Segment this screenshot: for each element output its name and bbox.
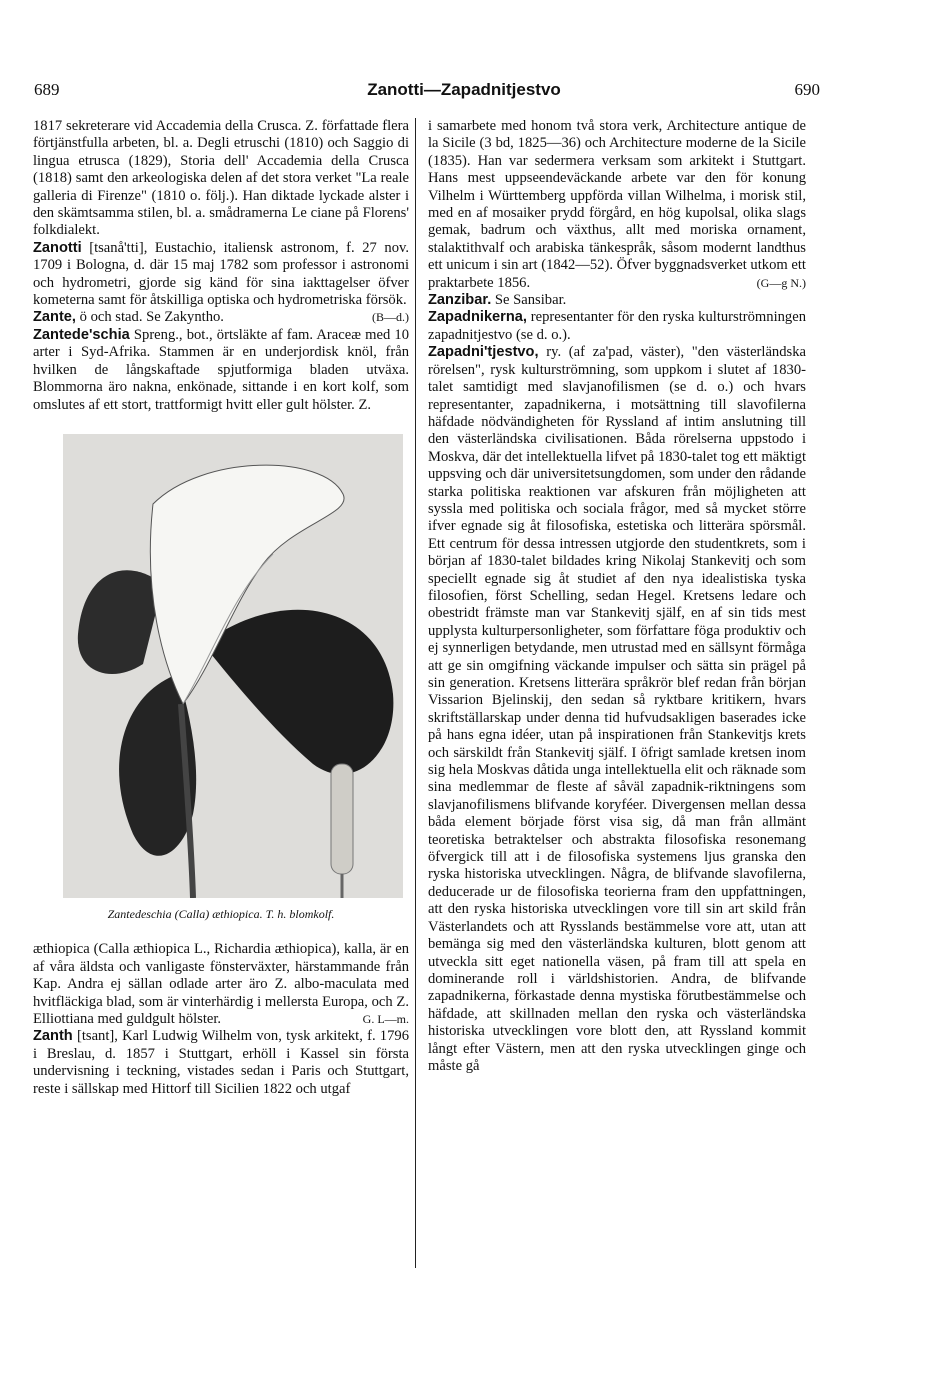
headword-zapadnitjestvo: Zapadni'tjestvo, — [428, 344, 539, 361]
entry-zante — [33, 309, 409, 326]
page-header — [0, 80, 928, 104]
entry-aethiopica-text: æthiopica (Calla æthiopica L., Richardia æthiopica), kalla, är en af våra äldsta och vanligaste fönsterväxter, härstammande från Kap. Andra ej sällan odlade arter äro Z. albo-maculata med hvitfläckiga blad, som är vinterhärdig i mellersta Europa, och Z. Elliottiana med guldgult hölster. — [33, 941, 409, 1027]
left-column — [33, 118, 409, 1098]
headword-zanth: Zanth — [33, 1028, 73, 1045]
headword-zanotti: Zanotti — [33, 239, 82, 256]
headword-zantedeschia: Zantede'schia — [33, 326, 130, 343]
headword-zapadnikerna: Zapadnikerna, — [428, 309, 527, 326]
entry-aethiopica — [33, 941, 409, 1028]
signature-zanth: (G—g N.) — [756, 275, 806, 290]
entry-zanth-text: [tsant], Karl Ludwig Wilhelm von, tysk arkitekt, f. 1796 i Breslau, d. 1857 i Stuttgart, erhöll i Kassel sin första undervisning i teckning, vistades sedan i Paris och Stuttgart, reste i sällskap med Hittorf till Sicilien 1822 och utgaf — [33, 1028, 409, 1097]
column-divider — [415, 118, 416, 1268]
paragraph-zanotti-continued: 1817 sekreterare vid Accademia della Crusca. Z. författade flera förtjänstfulla arbeten, bl. a. Degli etruschi (1810) och Saggio di lingua etrusca (1829), Storia dell' Accademia della Crusca (1818) samt den arkeologiska delen af det stora verket "La reale galleria di Firenze" (1810 o. följ.). Han diktade lyckade alster i den skämtsamma stilen, bl. a. smådramerna Le ciane på Florens' folkdialekt. — [33, 118, 409, 239]
running-title: Zanotti—Zapadnitjestvo — [367, 80, 561, 99]
entry-zanth-continued — [428, 118, 806, 292]
page-number-right: 690 — [794, 80, 820, 99]
page-number-left: 689 — [34, 80, 60, 99]
calla-lily-illustration — [63, 434, 403, 898]
entry-zapadnikerna — [428, 309, 806, 344]
headword-zanzibar: Zanzibar. — [428, 292, 492, 309]
signature-aethiopica: G. L—m. — [362, 1011, 409, 1026]
entry-zapadnitjestvo-text: ry. (af za'pad, väster), "den västerländska rörelsen", rysk kulturströmning, som uppkom i slutet af 1830-talet samtidigt med slavjanofilismen (se d. o.) och hvars representanter, zapadnikerna, i motsättning till slavofilerna häfdade nödvändigheten för Ryssland af intim anslutning till den västerländska civilisationen. Båda rörelserna uppstodo i Moskva, där det intellektuella lifvet på 1830-talet tog ett mäktigt uppsving och där universitetsungdomen, som under den rådande starka politiska reaktionen var afskuren från möjligheten att syssla med politiska och sociala frågor, med så mycket större ifver egnade sig åt filosofiska, estetiska och litterära spörsmål. Ett centrum för dessa intressen utgjorde den studentkrets, som i början af 1830-talet bildades kring Nikolaj Stankevitj och som speciellt egnade sig åt studiet af den nya idealistiska tyska filosofien, först Schelling, sedan Hegel. Kretsens ledare och obestridt främste man var Stankevitj själf, en af sin tids mest upplysta kulturpersonligheter, som författare föga produktiv och ej synnerligen betydande, men utrustad med en sällsynt förmåga att ge sin omgifning väckande impulser och sätta sin prägel på sin generation. Kretsens litterära språkrör blef redan från början Vissarion Bjelinskij, den sedan så ryktbare kritikern, hvars skriftställarskap under denna tid hufvudsakligen baserades icke på hans egna idéer, utan på inspirationen från Stankevitjs krets och särskildt från Stankevitj själf. I öfrigt samlade kretsen inom sig hela Moskvas dåtida unga intellektuella elit och räknade som sina medlemmar de fleste af såväl zapadnik-riktningens som slavjanofilismens blifvande koryféer. Divergensen mellan dessa båda element började först visa sig, då man från allmänt teoretiska betraktelser och abstrakta filosofiska resonemang öfvergick till att i de filosofiska systemens ljus granska den ryska historiska utvecklingen. Några, de blifvande slavofilerna, deducerade ur de filosofiska teorierna fram den uppfattningen, att den ryska historiska utvecklingen vore till sin art skild från Västerlandets och att Rysslands bestämmelse vore att, utan att bemänga sig med den västerländska kulturen, blott genom att utveckla sitt eget nationella väsen, på fram till att spela en dominerande roll i världshistorien. Andra, de blifvande zapadnikerna, förkastade denna mystiska förutbestämmelse och häfdade, att skillnaden mellan den ryska och västerländska historiska utvecklingen vore blott den, att Ryssland kommit långt efter Västern, men att den ryska utvecklingen ginge och måste gå — [428, 344, 806, 1074]
entry-zanth-continued-text: i samarbete med honom två stora verk, Architecture antique de la Sicile (3 bd, 1825—36) och Architecture moderne de la Sicile (1835). Han var sedermera verksam som arkitekt i Stuttgart. Hans mest uppseendeväckande arbete var den för konung Vilhelm i Württemberg uppförda villan Wilhelma, i morisk stil, med en af mosaiker prydd förgård, en hög kupolsal, olika slags gemak, badrum och växthus, allt med moriska ornament, stalaktithvalf och arabiska tänkespråk, såsom modernt landthus ett unicum i sin art (1842—52). Öfver byggnadsverket utkom ett praktarbete 1856. — [428, 118, 806, 291]
entry-zapadnikerna-text: representanter för den ryska kulturströmningen zapadnitjestvo (se d. o.). — [428, 309, 806, 343]
entry-zanth — [33, 1028, 409, 1098]
signature-zanotti: (B—d.) — [372, 310, 409, 325]
entry-zanzibar — [428, 292, 806, 309]
entry-zanzibar-text: Se Sansibar. — [494, 292, 567, 309]
headword-zante: Zante, — [33, 309, 76, 326]
entry-zantedeschia — [33, 327, 409, 414]
calla-lily-drawing — [63, 434, 403, 898]
entry-zantedeschia-text: Spreng., bot., örtsläkte af fam. Araceæ med 10 arter i Syd-Afrika. Stammen är en underjordisk knöl, från hvilken de långskaftade spjutformiga bladen utväxa. Blommorna äro nakna, enkönade, sittande i en kort kolf, som omslutes af ett stort, trattformigt hvitt eller gult hölster. Z. — [33, 326, 409, 413]
right-column — [428, 118, 806, 1075]
entry-zapadnitjestvo — [428, 344, 806, 1075]
entry-zante-text: ö och stad. Se Zakyntho. — [79, 309, 224, 326]
figure-caption: Zantedeschia (Calla) æthiopica. T. h. blomkolf. — [107, 906, 335, 921]
entry-zanotti-text: [tsanå'tti], Eustachio, italiensk astronom, f. 27 nov. 1709 i Bologna, d. där 15 maj 1782 som professor i astronomi och hydrometri, gjorde sig känd för sina iakttagelser öfver kometerna samt för åtskilliga optiska och hydrometriska försök. — [33, 239, 409, 309]
